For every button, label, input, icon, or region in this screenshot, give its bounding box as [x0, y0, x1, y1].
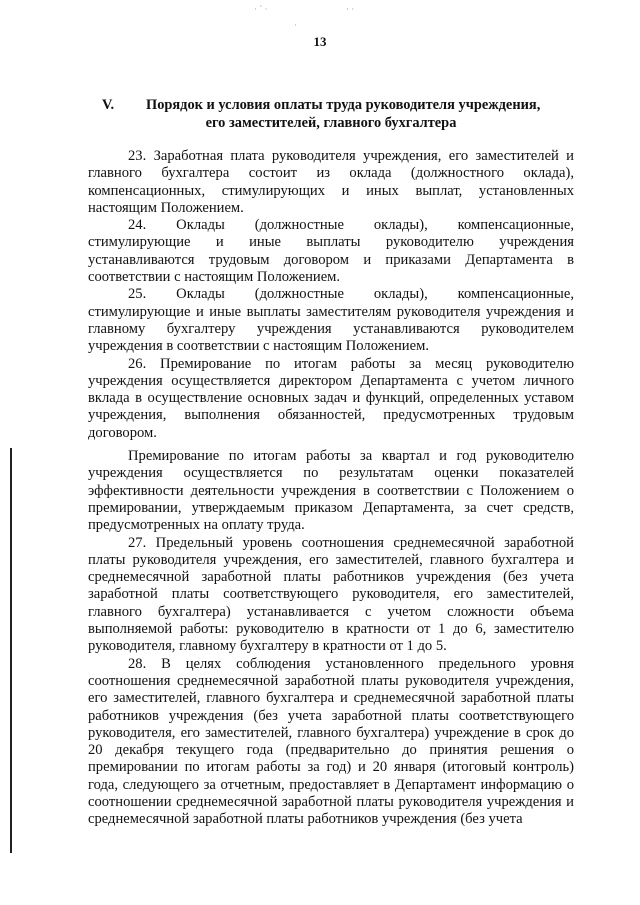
paragraph-23: 23. Заработная плата руководителя учреждения, его заместителей и главного бухгалтера состоит из оклада (должностного оклада), компенсационных, стимулирующих и иных выплат, установленных настоящим Положением. [88, 148, 574, 216]
margin-line [10, 448, 12, 853]
scan-artifact: · ` · [254, 4, 268, 14]
document-body [88, 148, 574, 829]
scan-artifact: · [294, 20, 297, 30]
page-number: 13 [313, 34, 327, 49]
section-number: V. [102, 97, 115, 113]
paragraph-28: 28. В целях соблюдения установленного предельного уровня соотношения среднемесячной заработной платы руководителя учреждения, его заместителей, главного бухгалтера и среднемесячной заработной платы работников учреждения (без учета заработной платы соответствующего руководителя, его заместителей, главного бухгалтера) учреждение в срок до 20 декабря текущего года (предварительно до принятия решения о премировании по итогам работы за год) и 20 января (итоговый контроль) года, следующего за отчетным, предоставляет в Департамент информацию о соотношении среднемесячной заработной платы руководителя учреждения и среднемесячной заработной платы работников учреждения (без учета [88, 655, 574, 828]
paragraph-26-continued: Премирование по итогам работы за квартал и год руководителю учреждения осуществляется по результатам оценки показателей эффективности деятельности учреждения в соответствии с Положением о премировании, утверждаемым приказом Департамента, за счет средств, предусмотренных на оплату труда. [88, 448, 574, 534]
paragraph-25: 25. Оклады (должностные оклады), компенсационные, стимулирующие и иные выплаты заместителям руководителя учреждения и главному бухгалтеру учреждения устанавливаются руководителем учреждения в соответствии с настоящим Положением. [88, 286, 574, 355]
section-title-line-1: Порядок и условия оплаты труда руководителя учреждения, [146, 97, 541, 113]
paragraph-24: 24. Оклады (должностные оклады), компенсационные, стимулирующие и иные выплаты руководителю учреждения устанавливаются трудовым договором и приказами Департамента в соответствии с настоящим Положением. [88, 217, 574, 286]
section-title-line-2: его заместителей, главного бухгалтера [205, 115, 457, 131]
paragraph-27: 27. Предельный уровень соотношения среднемесячной заработной платы руководителя учреждения, его заместителей, главного бухгалтера и среднемесячной заработной платы работников учреждения (без учета заработной платы соответствующего руководителя, его заместителей, главного бухгалтера) устанавливается с учетом сложности объема выполняемой работы: руководителю в кратности от 1 до 6, заместителю руководителя, главному бухгалтеру в кратности от 1 до 5. [88, 534, 574, 655]
section-heading [88, 96, 574, 132]
scan-artifact: · · [346, 4, 355, 14]
paragraph-26: 26. Премирование по итогам работы за месяц руководителю учреждения осуществляется директором Департамента с учетом личного вклада в осуществление основных задач и функций, определенных уставом учреждения, выполнения обязанностей, предусмотренных трудовым договором. [88, 355, 574, 441]
